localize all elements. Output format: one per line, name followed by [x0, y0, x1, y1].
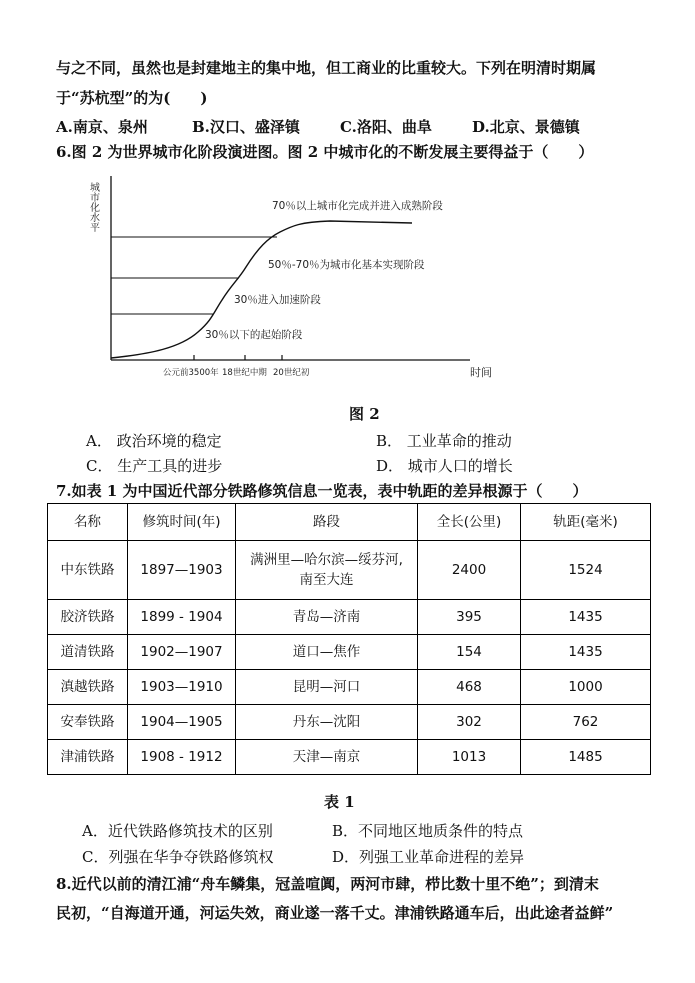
question-5-stem: 于“苏杭型”的为( ) — [56, 89, 208, 107]
q7-option-a[interactable]: A．近代铁路修筑技术的区别 — [82, 822, 273, 840]
q6-option-c[interactable]: C． 生产工具的进步 — [86, 457, 223, 475]
cell-gauge: 1435 — [521, 635, 651, 670]
q5-option-c[interactable]: C.洛阳、曲阜 — [340, 118, 432, 136]
q6-option-a[interactable]: A． 政治环境的稳定 — [86, 432, 222, 450]
passage-line-1: 与之不同，虽然也是封建地主的集中地，但工商业的比重较大。下列在明清时期属 — [56, 59, 597, 77]
cell-time: 1903—1910 — [128, 670, 236, 705]
cell-gauge: 1524 — [521, 541, 651, 600]
cell-route: 道口—焦作 — [236, 635, 418, 670]
cell-route: 昆明—河口 — [236, 670, 418, 705]
q7-option-d[interactable]: D．列强工业革命进程的差异 — [332, 848, 525, 866]
question-8-stem-line-2: 民初，“自海道开通，河运失效，商业遂一落千丈。津浦铁路通车后，出此途者益鲜” — [56, 904, 614, 922]
table-row — [48, 670, 651, 705]
cell-gauge: 1485 — [521, 740, 651, 775]
q6-option-b[interactable]: B． 工业革命的推动 — [376, 432, 512, 450]
table-row — [48, 740, 651, 775]
cell-length: 302 — [418, 705, 521, 740]
cell-time: 1897—1903 — [128, 541, 236, 600]
x-tick-label-1: 公元前3500年 — [163, 368, 219, 378]
cell-name: 滇越铁路 — [48, 670, 128, 705]
urbanization-chart — [0, 172, 695, 402]
x-tick-label-2: 18世纪中期 — [222, 368, 267, 378]
figure-2-caption: 图 2 — [349, 405, 380, 423]
header-time: 修筑时间(年) — [128, 504, 236, 541]
cell-name: 安奉铁路 — [48, 705, 128, 740]
header-gauge: 轨距(毫米) — [521, 504, 651, 541]
cell-name: 胶济铁路 — [48, 600, 128, 635]
chart-ylabel: 城市化水平 — [87, 182, 99, 232]
chart-xlabel: 时间 — [470, 366, 492, 379]
cell-length: 154 — [418, 635, 521, 670]
question-8-stem-line-1: 8.近代以前的清江浦“舟车鳞集，冠盖喧阗，两河市肆，栉比数十里不绝”；到清末 — [56, 875, 599, 893]
table-row — [48, 705, 651, 740]
annotation-mature-stage: 70％以上城市化完成并进入成熟阶段 — [272, 200, 443, 212]
cell-gauge: 1000 — [521, 670, 651, 705]
annotation-accelerating-stage: 30％进入加速阶段 — [234, 294, 321, 306]
table-row — [48, 600, 651, 635]
q5-option-b[interactable]: B.汉口、盛泽镇 — [192, 118, 300, 136]
q6-option-d[interactable]: D． 城市人口的增长 — [376, 457, 513, 475]
annotation-basic-stage: 50％-70％为城市化基本实现阶段 — [268, 259, 425, 271]
table-header-row — [48, 504, 651, 541]
cell-length: 2400 — [418, 541, 521, 600]
table-1-caption: 表 1 — [324, 793, 355, 811]
cell-route: 丹东—沈阳 — [236, 705, 418, 740]
q7-option-b[interactable]: B．不同地区地质条件的特点 — [332, 822, 524, 840]
q5-option-a[interactable]: A.南京、泉州 — [56, 118, 148, 136]
header-name: 名称 — [48, 504, 128, 541]
cell-name: 津浦铁路 — [48, 740, 128, 775]
cell-time: 1899 - 1904 — [128, 600, 236, 635]
cell-time: 1908 - 1912 — [128, 740, 236, 775]
q5-option-d[interactable]: D.北京、景德镇 — [472, 118, 580, 136]
cell-length: 468 — [418, 670, 521, 705]
header-length: 全长(公里) — [418, 504, 521, 541]
header-route: 路段 — [236, 504, 418, 541]
table-row — [48, 635, 651, 670]
cell-length: 1013 — [418, 740, 521, 775]
cell-route: 青岛—济南 — [236, 600, 418, 635]
annotation-initial-stage: 30％以下的起始阶段 — [205, 329, 303, 341]
cell-time: 1902—1907 — [128, 635, 236, 670]
railway-table — [47, 503, 651, 775]
cell-gauge: 1435 — [521, 600, 651, 635]
cell-route — [236, 541, 418, 600]
cell-route-line-1: 满洲里—哈尔滨—绥芬河, — [250, 552, 403, 568]
cell-name: 中东铁路 — [48, 541, 128, 600]
question-7-stem: 7.如表 1 为中国近代部分铁路修筑信息一览表，表中轨距的差异根源于（ ） — [56, 482, 588, 500]
cell-gauge: 762 — [521, 705, 651, 740]
x-tick-label-3: 20世纪初 — [273, 368, 310, 378]
cell-route: 天津—南京 — [236, 740, 418, 775]
question-6-stem: 6.图 2 为世界城市化阶段演进图。图 2 中城市化的不断发展主要得益于（ ） — [56, 143, 594, 161]
cell-name: 道清铁路 — [48, 635, 128, 670]
q7-option-c[interactable]: C．列强在华争夺铁路修筑权 — [82, 848, 274, 866]
cell-length: 395 — [418, 600, 521, 635]
table-row — [48, 541, 651, 600]
cell-time: 1904—1905 — [128, 705, 236, 740]
cell-route-line-2: 南至大连 — [299, 572, 354, 588]
